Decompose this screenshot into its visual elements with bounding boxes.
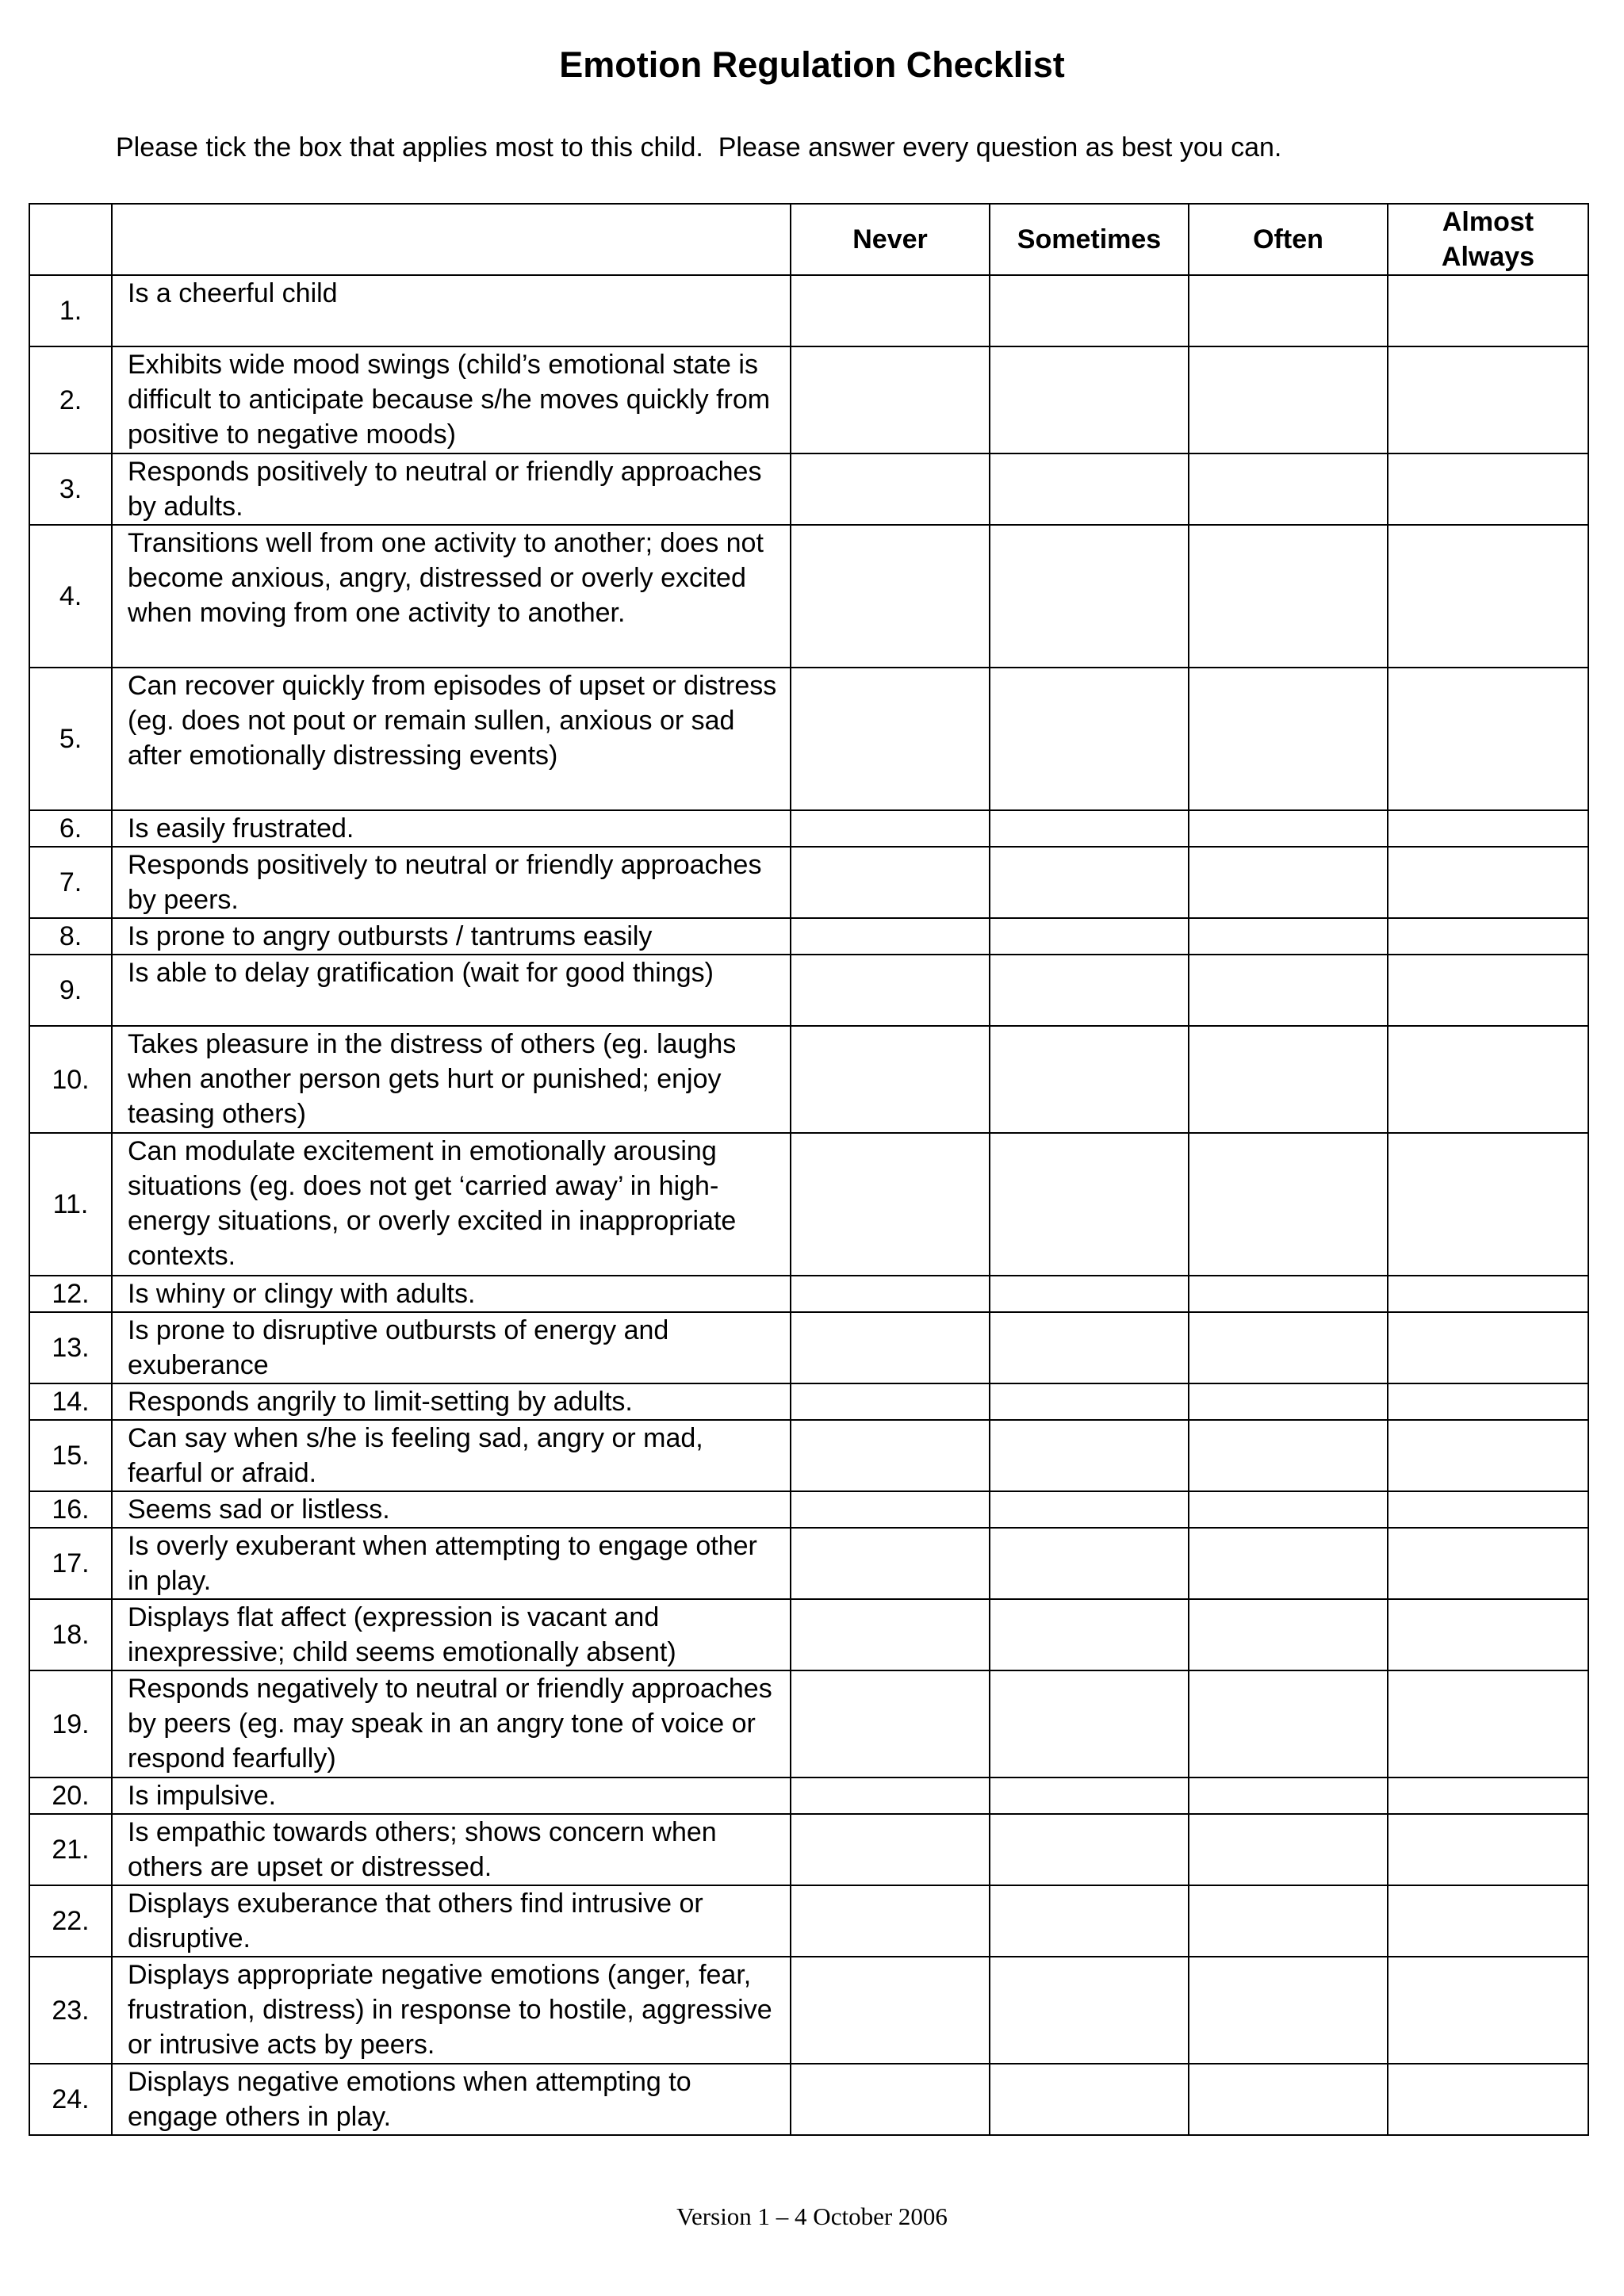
item-text: Can modulate excitement in emotionally arousing situations (eg. does not get ‘carried away’ in high-energy situations, or overly excited in inappropriate contexts. xyxy=(112,1133,791,1276)
item-text: Seems sad or listless. xyxy=(112,1491,791,1528)
tick-box-sometimes[interactable] xyxy=(990,1670,1189,1777)
item-number: 18. xyxy=(29,1599,112,1670)
item-number: 22. xyxy=(29,1885,112,1957)
item-number: 6. xyxy=(29,810,112,847)
table-row xyxy=(29,847,1588,918)
tick-box-never[interactable] xyxy=(791,453,990,525)
item-text: Responds negatively to neutral or friendly approaches by peers (eg. may speak in an angry tone of voice or respond fearfully) xyxy=(112,1670,791,1777)
table-row xyxy=(29,453,1588,525)
tick-box-often[interactable] xyxy=(1189,955,1388,1026)
table-row xyxy=(29,918,1588,955)
tick-box-never[interactable] xyxy=(791,847,990,918)
tick-box-almost-always[interactable] xyxy=(1388,810,1588,847)
tick-box-sometimes[interactable] xyxy=(990,1599,1189,1670)
item-number: 13. xyxy=(29,1312,112,1383)
item-number: 14. xyxy=(29,1383,112,1420)
tick-box-sometimes[interactable] xyxy=(990,1383,1189,1420)
tick-box-almost-always[interactable] xyxy=(1388,525,1588,668)
tick-box-never[interactable] xyxy=(791,275,990,346)
tick-box-sometimes[interactable] xyxy=(990,1133,1189,1276)
item-number: 16. xyxy=(29,1491,112,1528)
tick-box-never[interactable] xyxy=(791,346,990,453)
table-row xyxy=(29,1420,1588,1491)
item-text: Displays appropriate negative emotions (anger, fear, frustration, distress) in response to hostile, aggressive or intrusive acts by peers. xyxy=(112,1957,791,2064)
tick-box-sometimes[interactable] xyxy=(990,1957,1189,2064)
tick-box-often[interactable] xyxy=(1189,1670,1388,1777)
item-number: 4. xyxy=(29,525,112,668)
tick-box-sometimes[interactable] xyxy=(990,1420,1189,1491)
tick-box-never[interactable] xyxy=(791,1528,990,1599)
table-row xyxy=(29,275,1588,346)
tick-box-sometimes[interactable] xyxy=(990,847,1189,918)
table-row xyxy=(29,810,1588,847)
column-header-item xyxy=(112,204,791,275)
instructions-text: Please tick the box that applies most to this child. Please answer every question as best you can. xyxy=(116,132,1282,163)
item-text: Displays flat affect (expression is vacant and inexpressive; child seems emotionally absent) xyxy=(112,1599,791,1670)
tick-box-often[interactable] xyxy=(1189,668,1388,810)
item-text: Is impulsive. xyxy=(112,1777,791,1814)
tick-box-sometimes[interactable] xyxy=(990,918,1189,955)
item-text: Exhibits wide mood swings (child’s emotional state is difficult to anticipate because s/he moves quickly from positive to negative moods) xyxy=(112,346,791,453)
checklist-table xyxy=(29,203,1589,2136)
tick-box-often[interactable] xyxy=(1189,1276,1388,1312)
tick-box-never[interactable] xyxy=(791,2064,990,2135)
page-title: Emotion Regulation Checklist xyxy=(559,44,1065,85)
tick-box-never[interactable] xyxy=(791,1491,990,1528)
item-text: Takes pleasure in the distress of others (eg. laughs when another person gets hurt or punished; enjoy teasing others) xyxy=(112,1026,791,1133)
item-text: Is whiny or clingy with adults. xyxy=(112,1276,791,1312)
tick-box-never[interactable] xyxy=(791,810,990,847)
table-row xyxy=(29,1383,1588,1420)
tick-box-often[interactable] xyxy=(1189,1814,1388,1885)
column-header-almost-always: Almost Always xyxy=(1388,204,1588,275)
item-number: 24. xyxy=(29,2064,112,2135)
tick-box-often[interactable] xyxy=(1189,1383,1388,1420)
tick-box-almost-always[interactable] xyxy=(1388,1312,1588,1383)
tick-box-almost-always[interactable] xyxy=(1388,1814,1588,1885)
tick-box-almost-always[interactable] xyxy=(1388,1599,1588,1670)
tick-box-often[interactable] xyxy=(1189,1026,1388,1133)
item-text: Can say when s/he is feeling sad, angry or mad, fearful or afraid. xyxy=(112,1420,791,1491)
column-header-sometimes: Sometimes xyxy=(990,204,1189,275)
tick-box-never[interactable] xyxy=(791,1670,990,1777)
item-text: Responds angrily to limit-setting by adults. xyxy=(112,1383,791,1420)
tick-box-never[interactable] xyxy=(791,918,990,955)
tick-box-never[interactable] xyxy=(791,1026,990,1133)
tick-box-never[interactable] xyxy=(791,955,990,1026)
item-text: Responds positively to neutral or friendly approaches by adults. xyxy=(112,453,791,525)
item-number: 9. xyxy=(29,955,112,1026)
item-number: 15. xyxy=(29,1420,112,1491)
table-row xyxy=(29,668,1588,810)
item-number: 19. xyxy=(29,1670,112,1777)
table-row xyxy=(29,1670,1588,1777)
tick-box-almost-always[interactable] xyxy=(1388,1383,1588,1420)
tick-box-almost-always[interactable] xyxy=(1388,2064,1588,2135)
tick-box-never[interactable] xyxy=(791,1599,990,1670)
tick-box-often[interactable] xyxy=(1189,1957,1388,2064)
table-row xyxy=(29,1491,1588,1528)
tick-box-almost-always[interactable] xyxy=(1388,275,1588,346)
tick-box-sometimes[interactable] xyxy=(990,1312,1189,1383)
tick-box-often[interactable] xyxy=(1189,275,1388,346)
item-text: Displays exuberance that others find intrusive or disruptive. xyxy=(112,1885,791,1957)
item-number: 7. xyxy=(29,847,112,918)
tick-box-never[interactable] xyxy=(791,1420,990,1491)
tick-box-often[interactable] xyxy=(1189,810,1388,847)
tick-box-never[interactable] xyxy=(791,1133,990,1276)
tick-box-often[interactable] xyxy=(1189,2064,1388,2135)
item-number: 21. xyxy=(29,1814,112,1885)
tick-box-often[interactable] xyxy=(1189,453,1388,525)
tick-box-often[interactable] xyxy=(1189,1777,1388,1814)
table-row xyxy=(29,1777,1588,1814)
tick-box-almost-always[interactable] xyxy=(1388,918,1588,955)
table-row xyxy=(29,1599,1588,1670)
item-text: Is able to delay gratification (wait for good things) xyxy=(112,955,791,1026)
item-text: Transitions well from one activity to another; does not become anxious, angry, distressed or overly excited when moving from one activity to another. xyxy=(112,525,791,668)
table-row xyxy=(29,955,1588,1026)
item-text: Is overly exuberant when attempting to engage other in play. xyxy=(112,1528,791,1599)
table-row xyxy=(29,1528,1588,1599)
tick-box-often[interactable] xyxy=(1189,1599,1388,1670)
item-text: Is empathic towards others; shows concern when others are upset or distressed. xyxy=(112,1814,791,1885)
tick-box-often[interactable] xyxy=(1189,1491,1388,1528)
item-number: 8. xyxy=(29,918,112,955)
item-text: Is prone to disruptive outbursts of energy and exuberance xyxy=(112,1312,791,1383)
tick-box-sometimes[interactable] xyxy=(990,525,1189,668)
item-text: Responds positively to neutral or friendly approaches by peers. xyxy=(112,847,791,918)
tick-box-often[interactable] xyxy=(1189,1528,1388,1599)
table-row xyxy=(29,525,1588,668)
column-header-often: Often xyxy=(1189,204,1388,275)
item-number: 12. xyxy=(29,1276,112,1312)
tick-box-never[interactable] xyxy=(791,668,990,810)
item-number: 23. xyxy=(29,1957,112,2064)
tick-box-sometimes[interactable] xyxy=(990,2064,1189,2135)
tick-box-sometimes[interactable] xyxy=(990,1777,1189,1814)
item-number: 3. xyxy=(29,453,112,525)
tick-box-sometimes[interactable] xyxy=(990,1814,1189,1885)
table-row xyxy=(29,1026,1588,1133)
tick-box-often[interactable] xyxy=(1189,1312,1388,1383)
table-row xyxy=(29,1814,1588,1885)
tick-box-almost-always[interactable] xyxy=(1388,1420,1588,1491)
item-text: Can recover quickly from episodes of upset or distress (eg. does not pout or remain sullen, anxious or sad after emotionally distressing events) xyxy=(112,668,791,810)
item-number: 1. xyxy=(29,275,112,346)
tick-box-often[interactable] xyxy=(1189,1885,1388,1957)
tick-box-never[interactable] xyxy=(791,1312,990,1383)
tick-box-sometimes[interactable] xyxy=(990,1528,1189,1599)
tick-box-almost-always[interactable] xyxy=(1388,955,1588,1026)
tick-box-sometimes[interactable] xyxy=(990,1026,1189,1133)
table-header-row xyxy=(29,204,1588,275)
tick-box-almost-always[interactable] xyxy=(1388,1528,1588,1599)
tick-box-almost-always[interactable] xyxy=(1388,1670,1588,1777)
tick-box-almost-always[interactable] xyxy=(1388,1026,1588,1133)
tick-box-almost-always[interactable] xyxy=(1388,1133,1588,1276)
tick-box-never[interactable] xyxy=(791,1814,990,1885)
tick-box-almost-always[interactable] xyxy=(1388,1491,1588,1528)
item-text: Is prone to angry outbursts / tantrums easily xyxy=(112,918,791,955)
tick-box-sometimes[interactable] xyxy=(990,346,1189,453)
tick-box-sometimes[interactable] xyxy=(990,1276,1189,1312)
tick-box-almost-always[interactable] xyxy=(1388,668,1588,810)
item-number: 2. xyxy=(29,346,112,453)
table-row xyxy=(29,1276,1588,1312)
tick-box-almost-always[interactable] xyxy=(1388,1957,1588,2064)
checklist-body xyxy=(29,275,1588,2135)
item-number: 5. xyxy=(29,668,112,810)
tick-box-almost-always[interactable] xyxy=(1388,1777,1588,1814)
tick-box-often[interactable] xyxy=(1189,525,1388,668)
item-number: 20. xyxy=(29,1777,112,1814)
tick-box-almost-always[interactable] xyxy=(1388,1276,1588,1312)
tick-box-often[interactable] xyxy=(1189,918,1388,955)
tick-box-almost-always[interactable] xyxy=(1388,453,1588,525)
tick-box-almost-always[interactable] xyxy=(1388,1885,1588,1957)
table-row xyxy=(29,1885,1588,1957)
tick-box-almost-always[interactable] xyxy=(1388,346,1588,453)
tick-box-often[interactable] xyxy=(1189,1133,1388,1276)
column-header-never: Never xyxy=(791,204,990,275)
tick-box-never[interactable] xyxy=(791,1777,990,1814)
tick-box-often[interactable] xyxy=(1189,346,1388,453)
tick-box-never[interactable] xyxy=(791,1383,990,1420)
tick-box-often[interactable] xyxy=(1189,1420,1388,1491)
tick-box-never[interactable] xyxy=(791,1885,990,1957)
table-row xyxy=(29,346,1588,453)
tick-box-never[interactable] xyxy=(791,525,990,668)
tick-box-never[interactable] xyxy=(791,1957,990,2064)
item-number: 10. xyxy=(29,1026,112,1133)
item-text: Is easily frustrated. xyxy=(112,810,791,847)
tick-box-sometimes[interactable] xyxy=(990,275,1189,346)
tick-box-never[interactable] xyxy=(791,1276,990,1312)
tick-box-sometimes[interactable] xyxy=(990,955,1189,1026)
table-row xyxy=(29,2064,1588,2135)
item-text: Is a cheerful child xyxy=(112,275,791,346)
tick-box-sometimes[interactable] xyxy=(990,668,1189,810)
version-footer: Version 1 – 4 October 2006 xyxy=(676,2202,948,2230)
item-number: 11. xyxy=(29,1133,112,1276)
column-header-number xyxy=(29,204,112,275)
tick-box-sometimes[interactable] xyxy=(990,810,1189,847)
table-row xyxy=(29,1312,1588,1383)
tick-box-sometimes[interactable] xyxy=(990,1885,1189,1957)
item-text: Displays negative emotions when attempting to engage others in play. xyxy=(112,2064,791,2135)
tick-box-sometimes[interactable] xyxy=(990,453,1189,525)
item-number: 17. xyxy=(29,1528,112,1599)
tick-box-sometimes[interactable] xyxy=(990,1491,1189,1528)
table-row xyxy=(29,1133,1588,1276)
table-row xyxy=(29,1957,1588,2064)
tick-box-almost-always[interactable] xyxy=(1388,847,1588,918)
tick-box-often[interactable] xyxy=(1189,847,1388,918)
